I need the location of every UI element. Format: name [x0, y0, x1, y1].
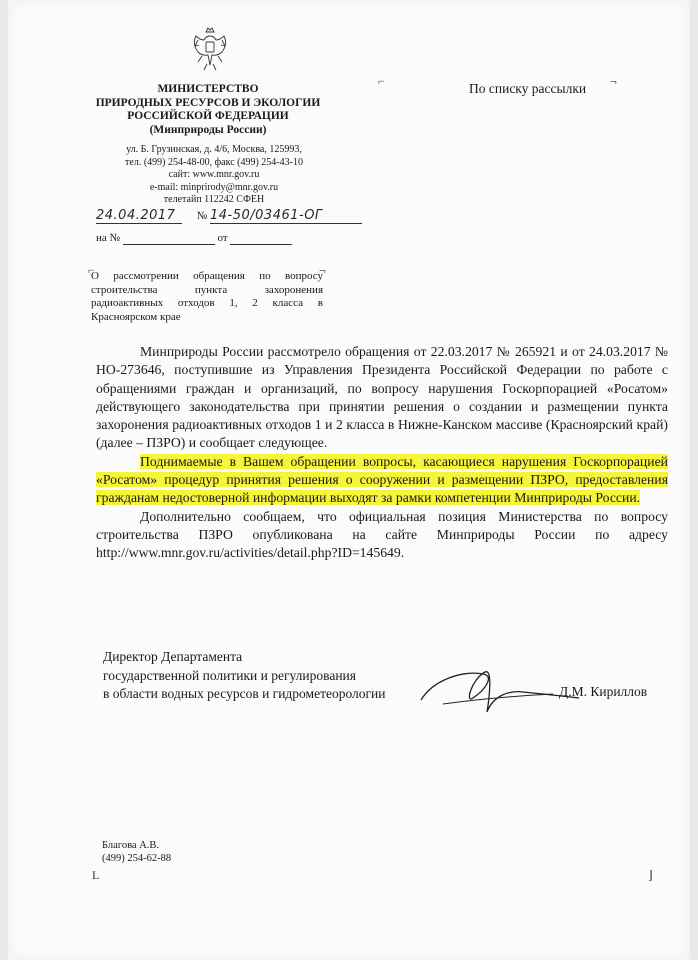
reply-line	[96, 232, 292, 245]
paragraph-3: Дополнительно сообщаем, что официальная позиция Министерства по вопросу строительства ПЗРО опубликована на сайте Минприроды России по адресу http://www.mnr.gov.ru/activities/detail.php?ID=145649.	[96, 508, 668, 561]
paragraph-1: Минприроды России рассмотрело обращения от 22.03.2017 № 265921 и от 24.03.2017 № НО-273646, поступившие из Управления Президента Российской Федерации по работе с обращениями граждан и организаций, по вопросу нарушения Госкорпорацией «Росатом» действующего законодательства при принятии решения о создании и размещении пункта захоронения радиоактивных отходов 1 и 2 класса в Нижне-Канском массиве (Красноярский край) (далее – ПЗРО) и сообщает следующее.	[96, 344, 668, 451]
org-short-name: (Минприроды России)	[149, 123, 267, 136]
registration-line	[96, 208, 362, 224]
address-line: телетайп 112242 СФЕН	[163, 194, 265, 205]
paragraph-2	[96, 453, 668, 508]
signer-title-line: Директор Департамента	[103, 649, 243, 664]
recipient: По списку рассылки	[469, 81, 587, 96]
org-line: ПРИРОДНЫХ РЕСУРСОВ И ЭКОЛОГИИ	[95, 96, 321, 109]
signer-name: Д.М. Кириллов	[559, 684, 648, 699]
highlighted-text: Поднимаемые в Вашем обращении вопросы, касающиеся нарушения Госкорпорацией «Росатом» процедур принятия решения о сооружении и размещении ПЗРО, предоставления гражданам недостоверной информации выходят за рамки компетенции Минприроды России.	[96, 453, 668, 506]
signer-title-line: государственной политики и регулирования	[103, 667, 356, 683]
address-line: сайт: www.mnr.gov.ru	[168, 169, 260, 180]
handwritten-signature	[413, 660, 583, 720]
signer-title	[103, 648, 386, 704]
address-line: e-mail: minprirody@mnr.gov.ru	[149, 181, 279, 193]
signer-title-line: в области водных ресурсов и гидрометеорологии	[103, 686, 386, 701]
russian-coat-of-arms-icon	[190, 26, 230, 72]
registration-date: 24.04.2017	[96, 208, 182, 224]
corner-mark: ⌋	[648, 868, 653, 882]
letter-body	[96, 343, 668, 563]
reply-number-label: на №	[96, 232, 121, 244]
corner-mark: ¬	[610, 74, 617, 88]
address-line: тел. (499) 254-48-00, факс (499) 254-43-10	[125, 156, 303, 168]
address-line: ул. Б. Грузинская, д. 4/6, Москва, 125993,	[126, 144, 302, 155]
reply-from-label: от	[217, 232, 228, 244]
ministry-address	[68, 144, 360, 207]
org-line: МИНИСТЕРСТВО	[157, 83, 259, 95]
ministry-name	[68, 83, 348, 137]
letter-page	[8, 0, 690, 960]
number-label: №	[196, 210, 208, 222]
corner-mark: ⌐	[378, 74, 385, 88]
corner-mark: L	[92, 868, 100, 882]
executor-phone: (499) 254-62-88	[102, 853, 172, 864]
registration-number: 14-50/03461-ОГ	[210, 208, 362, 224]
corner-mark: ⌐	[88, 263, 95, 277]
corner-mark: ¬	[319, 263, 326, 277]
letter-subject: О рассмотрении обращения по вопросу строительства пункта захоронения радиоактивных отходов 1, 2 класса в Красноярском крае	[91, 270, 323, 323]
executor-name: Благова А.В.	[102, 840, 160, 851]
org-line: РОССИЙСКОЙ ФЕДЕРАЦИИ	[127, 110, 289, 122]
executor-info	[102, 839, 171, 865]
